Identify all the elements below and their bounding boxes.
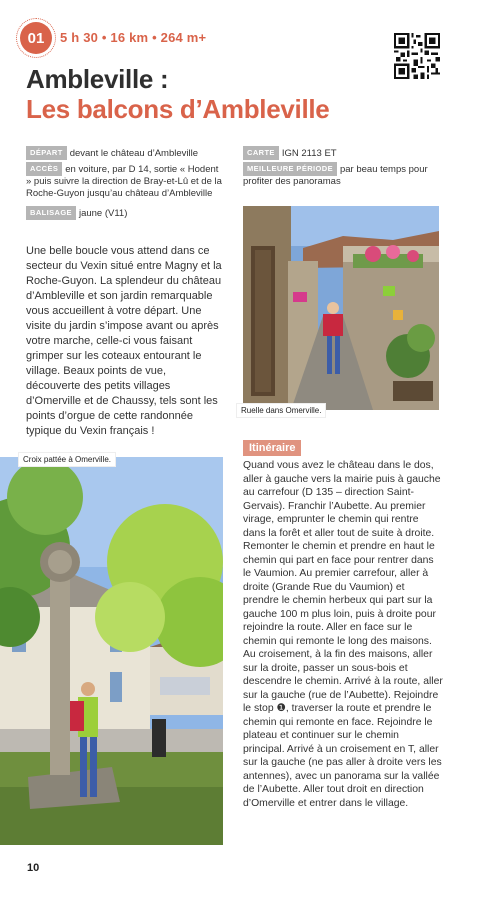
info-depart — [26, 146, 226, 160]
periode-tag: MEILLEURE PÉRIODE — [243, 162, 337, 176]
info-periode — [243, 162, 443, 188]
carte-text: IGN 2113 ET — [281, 148, 337, 159]
page-number: 10 — [27, 862, 40, 874]
itinerary-text: Quand vous avez le château dans le dos, aller à gauche vers la mairie puis à gauche au carrefour (D 135 – direction Saint-Gervais). Franchir l’Aubette. Au premier virage, emprunter le chemin qui rentre dans la forêt et aller tout de suite à droite. Remonter le chemin et prendre en haut le chemin qui part en face pour rentrer dans le Vaumion. Au premier carrefour, aller à droite (Grande Rue du Vaumion) et prendre le chemin herbeux qui part sur la gauche 100 m plus loin, puis à droite pour rejoindre la route. Aller en face sur le chemin qui remonte le long des maisons. Au croisement, à la fin des maisons, aller sur la droite, passer un sous-bois et descendre le chemin. Arrivé à la route, aller sur la gauche (rue de l’Aubette). Rejoindre le stop ❶, traverser la route et prendre le chemin qui remonte en face. Rejoindre le plateau et continuer sur le chemin principal. Arrivé à un croisement en T, aller sur la gauche (ne pas aller à droite vers les antennes), avec un panorama sur la vallée de l’Aubette. Aller tout droit en direction d’Omerville et entrer dans le village. — [243, 460, 443, 809]
depart-text: devant le château d’Ambleville — [69, 148, 199, 159]
balisage-text: jaune (V11) — [78, 208, 128, 219]
info-carte — [243, 146, 443, 160]
title-line-1: Ambleville : — [26, 64, 169, 94]
route-number-badge: 01 — [20, 22, 52, 54]
cross-caption: Croix pattée à Omerville. — [18, 452, 116, 467]
carte-tag: CARTE — [243, 146, 279, 160]
intro-paragraph: Une belle boucle vous attend dans ce secteur du Vexin situé entre Magny et la Roche-Guyon. La splendeur du château d’Ambleville et son jardin remarquable vous accueillent à votre départ. Une visite du jardin s’impose avant ou après votre marche, celle-ci vous faisant grimper sur les coteaux entourant le village. Beaux points de vue, découverte des petits villages d’Omerville et de Chaussy, tels sont les points d’orgue de cette randonnée typique du Vexin français ! — [26, 245, 222, 437]
acces-tag: ACCÈS — [26, 162, 62, 176]
acces-text: en voiture, par D 14, sortie « Hodent » puis suivre la direction de Bray-et-Lû et de la Roche-Guyon jusqu’au château d’Ambleville — [26, 164, 222, 199]
info-balisage — [26, 206, 226, 220]
info-acces — [26, 162, 226, 200]
periode-text: par beau temps pour profiter des panoramas — [243, 164, 428, 187]
depart-tag: DÉPART — [26, 146, 67, 160]
itinerary-heading: Itinéraire — [243, 440, 301, 456]
qr-code[interactable] — [394, 33, 440, 79]
alley-caption: Ruelle dans Omerville. — [236, 403, 326, 418]
title-line-2: Les balcons d’Ambleville — [26, 94, 330, 124]
balisage-tag: BALISAGE — [26, 206, 76, 220]
route-stats: 5 h 30 • 16 km • 264 m+ — [60, 30, 207, 45]
cross-photo — [0, 457, 223, 845]
alley-photo — [243, 206, 439, 410]
